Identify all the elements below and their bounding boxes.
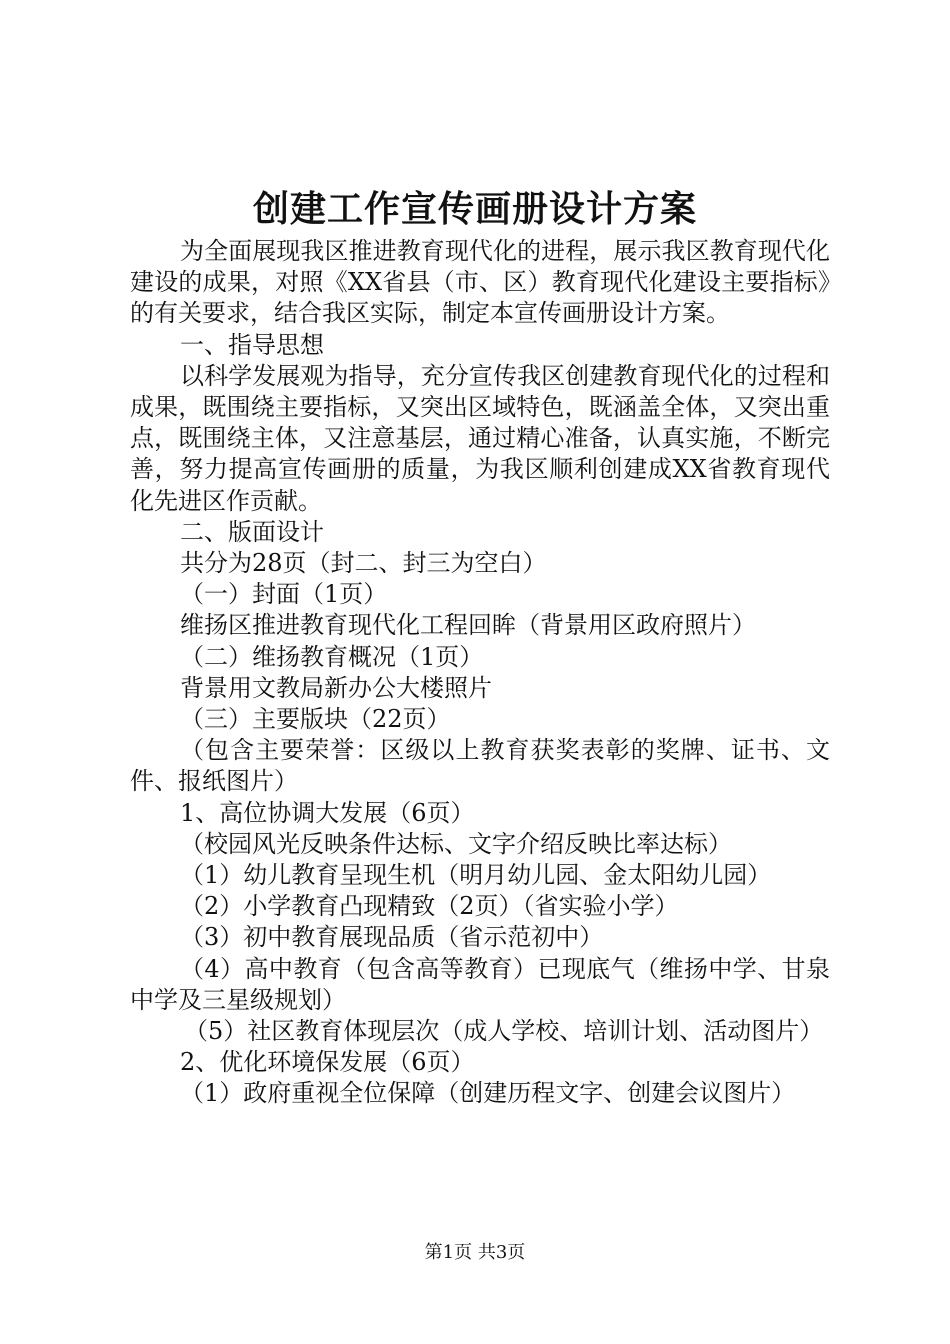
honors-note: （包含主要荣誉：区级以上教育获奖表彰的奖牌、证书、文件、报纸图片）: [130, 736, 830, 796]
overview-heading: （二）维扬教育概况（1页）: [180, 642, 484, 671]
document-title: 创建工作宣传画册设计方案: [252, 188, 697, 230]
list-item-senior: （4）高中教育（包含高等教育）已现底气（维扬中学、甘泉中学及三星级规划）: [130, 954, 830, 1014]
document-body: [130, 236, 830, 1110]
subsection-1-note: （校园风光反映条件达标、文字介绍反映比率达标）: [180, 829, 732, 858]
subsection-2-heading: 2、优化环境保发展（6页）: [180, 1048, 475, 1077]
list-item-government: （1）政府重视全位保障（创建历程文字、创建会议图片）: [180, 1079, 796, 1108]
page-footer: 第1页 共3页: [424, 1242, 526, 1263]
list-item-community: （5）社区教育体现层次（成人学校、培训计划、活动图片）: [184, 1017, 824, 1046]
main-sections-heading: （三）主要版块（22页）: [180, 705, 451, 734]
overview-description: 背景用文教局新办公大楼照片: [180, 673, 492, 702]
subsection-1-heading: 1、高位协调大发展（6页）: [180, 798, 475, 827]
section-heading-layout-design: 二、版面设计: [180, 517, 324, 546]
cover-heading: （一）封面（1页）: [180, 580, 388, 609]
intro-paragraph: 为全面展现我区推进教育现代化的进程，展示我区教育现代化建设的成果，对照《XX省县（市、区）教育现代化建设主要指标》的有关要求，结合我区实际，制定本宣传画册设计方案。: [130, 237, 830, 328]
list-item-preschool: （1）幼儿教育呈现生机（明月幼儿园、金太阳幼儿园）: [180, 861, 772, 890]
page-count-line: 共分为28页（封二、封三为空白）: [180, 549, 547, 578]
list-item-junior: （3）初中教育展现品质（省示范初中）: [180, 923, 604, 952]
list-item-primary: （2）小学教育凸现精致（2页）（省实验小学）: [180, 892, 679, 921]
guiding-thought-paragraph: 以科学发展观为指导，充分宣传我区创建教育现代化的过程和成果，既围绕主要指标，又突出区域特色，既涵盖全体，又突出重点，既围绕主体，又注意基层，通过精心准备，认真实施，不断完善，努力提高宣传画册的质量，为我区顺利创建成XX省教育现代化先进区作贡献。: [130, 361, 830, 515]
section-heading-guiding-thought: 一、指导思想: [180, 330, 324, 359]
cover-description: 维扬区推进教育现代化工程回眸（背景用区政府照片）: [180, 611, 756, 640]
